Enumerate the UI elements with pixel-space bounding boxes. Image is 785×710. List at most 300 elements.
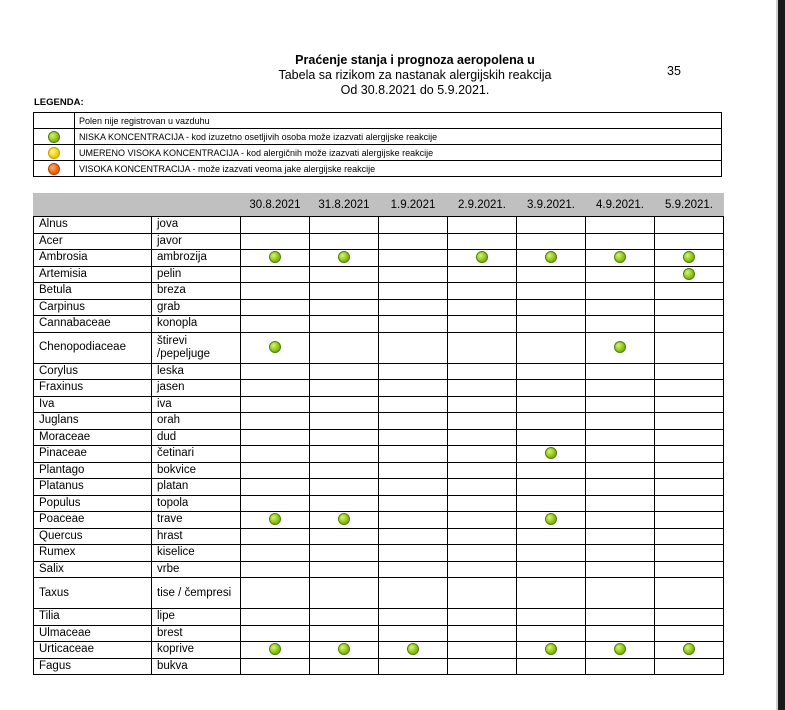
- level-cell: [448, 495, 517, 512]
- green-dot-icon: [614, 251, 626, 263]
- table-row: [34, 429, 724, 446]
- latin-name-cell: Artemisia: [34, 266, 152, 283]
- green-dot-icon: [545, 513, 557, 525]
- level-cell: [517, 396, 586, 413]
- level-cell: [241, 479, 310, 496]
- level-cell: [517, 429, 586, 446]
- table-row: [34, 462, 724, 479]
- level-cell: [241, 233, 310, 250]
- header-empty-cell: [152, 194, 241, 217]
- local-name-cell: pelin: [152, 266, 241, 283]
- level-cell: [379, 316, 448, 333]
- local-name-cell: štirevi /pepeljuge: [152, 332, 241, 363]
- latin-name-cell: Ulmaceae: [34, 625, 152, 642]
- table-row: [34, 380, 724, 397]
- legend-table: [33, 112, 722, 177]
- level-cell: [655, 528, 724, 545]
- table-row: [34, 217, 724, 234]
- level-cell: [448, 545, 517, 562]
- level-cell: [310, 658, 379, 675]
- level-cell: [310, 479, 379, 496]
- level-cell: [586, 609, 655, 626]
- level-cell: [241, 266, 310, 283]
- level-cell: [448, 609, 517, 626]
- level-cell: [448, 429, 517, 446]
- latin-name-cell: Chenopodiaceae: [34, 332, 152, 363]
- level-cell: [241, 561, 310, 578]
- date-header: 31.8.2021: [310, 194, 379, 217]
- level-cell: [655, 429, 724, 446]
- page-subtitle: Tabela sa rizikom za nastanak alergijskih reakcija: [278, 68, 552, 82]
- level-cell: [448, 250, 517, 267]
- level-cell: [379, 446, 448, 463]
- period-label: Od 30.8.2021 do 5.9.2021.: [340, 83, 490, 97]
- local-name-cell: vrbe: [152, 561, 241, 578]
- level-cell: [586, 429, 655, 446]
- level-cell: [448, 233, 517, 250]
- level-cell: [586, 545, 655, 562]
- level-cell: [241, 363, 310, 380]
- level-cell: [379, 609, 448, 626]
- level-cell: [241, 512, 310, 529]
- local-name-cell: grab: [152, 299, 241, 316]
- local-name-cell: breza: [152, 283, 241, 300]
- level-cell: [517, 462, 586, 479]
- table-header-row: [34, 194, 724, 217]
- table-row: [34, 578, 724, 609]
- level-cell: [517, 625, 586, 642]
- level-cell: [586, 512, 655, 529]
- latin-name-cell: Iva: [34, 396, 152, 413]
- level-cell: [379, 332, 448, 363]
- level-cell: [379, 479, 448, 496]
- level-cell: [241, 462, 310, 479]
- legend-text: Polen nije registrovan u vazduhu: [75, 113, 722, 129]
- level-cell: [586, 332, 655, 363]
- level-cell: [310, 578, 379, 609]
- level-cell: [517, 266, 586, 283]
- level-cell: [379, 396, 448, 413]
- level-cell: [310, 380, 379, 397]
- local-name-cell: leska: [152, 363, 241, 380]
- green-dot-icon: [545, 447, 557, 459]
- latin-name-cell: Poaceae: [34, 512, 152, 529]
- level-cell: [517, 512, 586, 529]
- table-row: [34, 316, 724, 333]
- level-cell: [655, 446, 724, 463]
- level-cell: [310, 283, 379, 300]
- level-cell: [586, 658, 655, 675]
- table-row: [34, 363, 724, 380]
- level-cell: [241, 332, 310, 363]
- legend-text: UMERENO VISOKA KONCENTRACIJA - kod alergičnih može izazvati alergijske reakcije: [75, 145, 722, 161]
- level-cell: [379, 578, 448, 609]
- level-cell: [379, 217, 448, 234]
- level-cell: [241, 299, 310, 316]
- level-cell: [517, 283, 586, 300]
- page-edge-bar: [778, 0, 785, 710]
- level-cell: [448, 462, 517, 479]
- level-cell: [655, 363, 724, 380]
- level-cell: [517, 528, 586, 545]
- table-row: [34, 396, 724, 413]
- level-cell: [310, 495, 379, 512]
- level-cell: [379, 250, 448, 267]
- latin-name-cell: Rumex: [34, 545, 152, 562]
- level-cell: [310, 545, 379, 562]
- level-cell: [379, 429, 448, 446]
- local-name-cell: jova: [152, 217, 241, 234]
- level-cell: [241, 578, 310, 609]
- level-cell: [310, 363, 379, 380]
- level-cell: [379, 413, 448, 430]
- level-cell: [379, 266, 448, 283]
- local-name-cell: konopla: [152, 316, 241, 333]
- level-cell: [517, 233, 586, 250]
- date-header: 3.9.2021.: [517, 194, 586, 217]
- latin-name-cell: Juglans: [34, 413, 152, 430]
- level-cell: [241, 609, 310, 626]
- level-cell: [586, 380, 655, 397]
- level-cell: [586, 413, 655, 430]
- green-dot-icon: [338, 513, 350, 525]
- level-cell: [379, 495, 448, 512]
- level-cell: [448, 283, 517, 300]
- level-cell: [586, 462, 655, 479]
- latin-name-cell: Fraxinus: [34, 380, 152, 397]
- local-name-cell: ambrozija: [152, 250, 241, 267]
- level-cell: [310, 217, 379, 234]
- legend-text: VISOKA KONCENTRACIJA - može izazvati veoma jake alergijske reakcije: [75, 161, 722, 177]
- level-cell: [241, 625, 310, 642]
- latin-name-cell: Populus: [34, 495, 152, 512]
- level-cell: [241, 429, 310, 446]
- level-cell: [517, 658, 586, 675]
- local-name-cell: tise / čempresi: [152, 578, 241, 609]
- table-row: [34, 625, 724, 642]
- local-name-cell: platan: [152, 479, 241, 496]
- level-cell: [241, 446, 310, 463]
- level-cell: [448, 217, 517, 234]
- level-cell: [310, 266, 379, 283]
- level-cell: [379, 299, 448, 316]
- level-cell: [655, 609, 724, 626]
- level-cell: [379, 642, 448, 659]
- level-cell: [379, 283, 448, 300]
- table-row: [34, 266, 724, 283]
- level-cell: [310, 299, 379, 316]
- level-cell: [241, 658, 310, 675]
- level-cell: [310, 609, 379, 626]
- level-cell: [448, 625, 517, 642]
- green-dot-icon: [476, 251, 488, 263]
- level-cell: [655, 561, 724, 578]
- green-dot-icon: [545, 643, 557, 655]
- level-cell: [517, 561, 586, 578]
- green-dot-icon: [48, 131, 60, 143]
- level-cell: [517, 642, 586, 659]
- level-cell: [586, 495, 655, 512]
- table-row: [34, 233, 724, 250]
- date-header: 2.9.2021.: [448, 194, 517, 217]
- level-cell: [241, 642, 310, 659]
- latin-name-cell: Salix: [34, 561, 152, 578]
- level-cell: [517, 413, 586, 430]
- level-cell: [655, 380, 724, 397]
- level-cell: [310, 462, 379, 479]
- local-name-cell: koprive: [152, 642, 241, 659]
- level-cell: [310, 625, 379, 642]
- latin-name-cell: Carpinus: [34, 299, 152, 316]
- level-cell: [655, 413, 724, 430]
- level-cell: [586, 299, 655, 316]
- level-cell: [586, 316, 655, 333]
- level-cell: [655, 512, 724, 529]
- level-cell: [586, 446, 655, 463]
- table-row: [34, 283, 724, 300]
- latin-name-cell: Acer: [34, 233, 152, 250]
- green-dot-icon: [338, 251, 350, 263]
- latin-name-cell: Alnus: [34, 217, 152, 234]
- level-cell: [310, 233, 379, 250]
- local-name-cell: bukva: [152, 658, 241, 675]
- level-cell: [379, 625, 448, 642]
- level-cell: [310, 512, 379, 529]
- level-cell: [586, 363, 655, 380]
- local-name-cell: javor: [152, 233, 241, 250]
- level-cell: [310, 642, 379, 659]
- table-row: [34, 545, 724, 562]
- level-cell: [448, 479, 517, 496]
- level-cell: [586, 233, 655, 250]
- level-cell: [241, 316, 310, 333]
- level-cell: [241, 283, 310, 300]
- latin-name-cell: Urticaceae: [34, 642, 152, 659]
- level-cell: [448, 332, 517, 363]
- yellow-dot-icon: [48, 147, 60, 159]
- level-cell: [655, 396, 724, 413]
- latin-name-cell: Fagus: [34, 658, 152, 675]
- table-row: [34, 609, 724, 626]
- level-cell: [448, 578, 517, 609]
- level-cell: [241, 413, 310, 430]
- legend-label: LEGENDA:: [34, 97, 84, 108]
- level-cell: [448, 561, 517, 578]
- table-row: [34, 299, 724, 316]
- level-cell: [310, 446, 379, 463]
- level-cell: [655, 217, 724, 234]
- level-cell: [448, 380, 517, 397]
- green-dot-icon: [407, 643, 419, 655]
- table-row: [34, 413, 724, 430]
- level-cell: [517, 316, 586, 333]
- legend-icon-cell: [34, 129, 75, 145]
- level-cell: [241, 396, 310, 413]
- header-empty-cell: [34, 194, 152, 217]
- level-cell: [586, 625, 655, 642]
- table-row: [34, 658, 724, 675]
- latin-name-cell: Ambrosia: [34, 250, 152, 267]
- level-cell: [586, 217, 655, 234]
- table-row: [34, 446, 724, 463]
- local-name-cell: lipe: [152, 609, 241, 626]
- level-cell: [586, 578, 655, 609]
- level-cell: [655, 642, 724, 659]
- legend-row: [34, 129, 722, 145]
- latin-name-cell: Betula: [34, 283, 152, 300]
- date-header: 30.8.2021: [241, 194, 310, 217]
- local-name-cell: orah: [152, 413, 241, 430]
- level-cell: [655, 316, 724, 333]
- table-row: [34, 642, 724, 659]
- green-dot-icon: [683, 643, 695, 655]
- local-name-cell: hrast: [152, 528, 241, 545]
- level-cell: [448, 512, 517, 529]
- green-dot-icon: [614, 643, 626, 655]
- level-cell: [379, 363, 448, 380]
- level-cell: [517, 479, 586, 496]
- level-cell: [448, 363, 517, 380]
- latin-name-cell: Tilia: [34, 609, 152, 626]
- green-dot-icon: [683, 251, 695, 263]
- legend-text: NISKA KONCENTRACIJA - kod izuzetno osetljivih osoba može izazvati alergijske reakcije: [75, 129, 722, 145]
- green-dot-icon: [545, 251, 557, 263]
- level-cell: [310, 561, 379, 578]
- green-dot-icon: [683, 268, 695, 280]
- level-cell: [379, 512, 448, 529]
- table-row: [34, 561, 724, 578]
- level-cell: [655, 658, 724, 675]
- page-title: Praćenje stanja i prognoza aeropolena u: [295, 53, 535, 67]
- date-header: 4.9.2021.: [586, 194, 655, 217]
- level-cell: [241, 380, 310, 397]
- level-cell: [517, 217, 586, 234]
- latin-name-cell: Cannabaceae: [34, 316, 152, 333]
- green-dot-icon: [269, 251, 281, 263]
- level-cell: [310, 250, 379, 267]
- level-cell: [517, 299, 586, 316]
- level-cell: [655, 332, 724, 363]
- level-cell: [448, 642, 517, 659]
- level-cell: [448, 316, 517, 333]
- level-cell: [655, 266, 724, 283]
- level-cell: [310, 332, 379, 363]
- level-cell: [310, 396, 379, 413]
- latin-name-cell: Plantago: [34, 462, 152, 479]
- level-cell: [379, 545, 448, 562]
- level-cell: [655, 545, 724, 562]
- level-cell: [310, 528, 379, 545]
- green-dot-icon: [269, 643, 281, 655]
- legend-icon-cell: [34, 145, 75, 161]
- green-dot-icon: [614, 341, 626, 353]
- level-cell: [241, 528, 310, 545]
- local-name-cell: iva: [152, 396, 241, 413]
- table-row: [34, 528, 724, 545]
- level-cell: [655, 462, 724, 479]
- level-cell: [517, 495, 586, 512]
- latin-name-cell: Platanus: [34, 479, 152, 496]
- local-name-cell: bokvice: [152, 462, 241, 479]
- local-name-cell: jasen: [152, 380, 241, 397]
- level-cell: [379, 462, 448, 479]
- level-cell: [379, 380, 448, 397]
- level-cell: [448, 658, 517, 675]
- level-cell: [517, 250, 586, 267]
- legend-row: [34, 145, 722, 161]
- level-cell: [655, 250, 724, 267]
- latin-name-cell: Pinaceae: [34, 446, 152, 463]
- local-name-cell: četinari: [152, 446, 241, 463]
- green-dot-icon: [338, 643, 350, 655]
- level-cell: [448, 299, 517, 316]
- date-header: 5.9.2021.: [655, 194, 724, 217]
- level-cell: [379, 528, 448, 545]
- level-cell: [655, 283, 724, 300]
- level-cell: [241, 217, 310, 234]
- level-cell: [517, 545, 586, 562]
- level-cell: [586, 283, 655, 300]
- page-number: 35: [667, 64, 681, 78]
- level-cell: [448, 528, 517, 545]
- level-cell: [517, 578, 586, 609]
- latin-name-cell: Corylus: [34, 363, 152, 380]
- level-cell: [310, 316, 379, 333]
- level-cell: [586, 528, 655, 545]
- pollen-table: [33, 193, 724, 675]
- level-cell: [517, 609, 586, 626]
- level-cell: [241, 495, 310, 512]
- date-header: 1.9.2021: [379, 194, 448, 217]
- level-cell: [448, 446, 517, 463]
- table-row: [34, 495, 724, 512]
- level-cell: [655, 495, 724, 512]
- level-cell: [379, 561, 448, 578]
- level-cell: [448, 413, 517, 430]
- legend-row: [34, 113, 722, 129]
- level-cell: [310, 413, 379, 430]
- level-cell: [655, 578, 724, 609]
- level-cell: [517, 363, 586, 380]
- local-name-cell: dud: [152, 429, 241, 446]
- level-cell: [517, 380, 586, 397]
- orange-dot-icon: [48, 163, 60, 175]
- level-cell: [586, 396, 655, 413]
- latin-name-cell: Moraceae: [34, 429, 152, 446]
- level-cell: [586, 479, 655, 496]
- level-cell: [655, 625, 724, 642]
- level-cell: [379, 233, 448, 250]
- level-cell: [241, 250, 310, 267]
- table-row: [34, 512, 724, 529]
- level-cell: [310, 429, 379, 446]
- level-cell: [448, 396, 517, 413]
- level-cell: [586, 642, 655, 659]
- level-cell: [586, 266, 655, 283]
- level-cell: [379, 658, 448, 675]
- table-row: [34, 250, 724, 267]
- local-name-cell: brest: [152, 625, 241, 642]
- local-name-cell: topola: [152, 495, 241, 512]
- green-dot-icon: [269, 341, 281, 353]
- green-dot-icon: [269, 513, 281, 525]
- latin-name-cell: Taxus: [34, 578, 152, 609]
- level-cell: [517, 332, 586, 363]
- legend-icon-cell: [34, 161, 75, 177]
- level-cell: [655, 479, 724, 496]
- local-name-cell: kiselice: [152, 545, 241, 562]
- level-cell: [517, 446, 586, 463]
